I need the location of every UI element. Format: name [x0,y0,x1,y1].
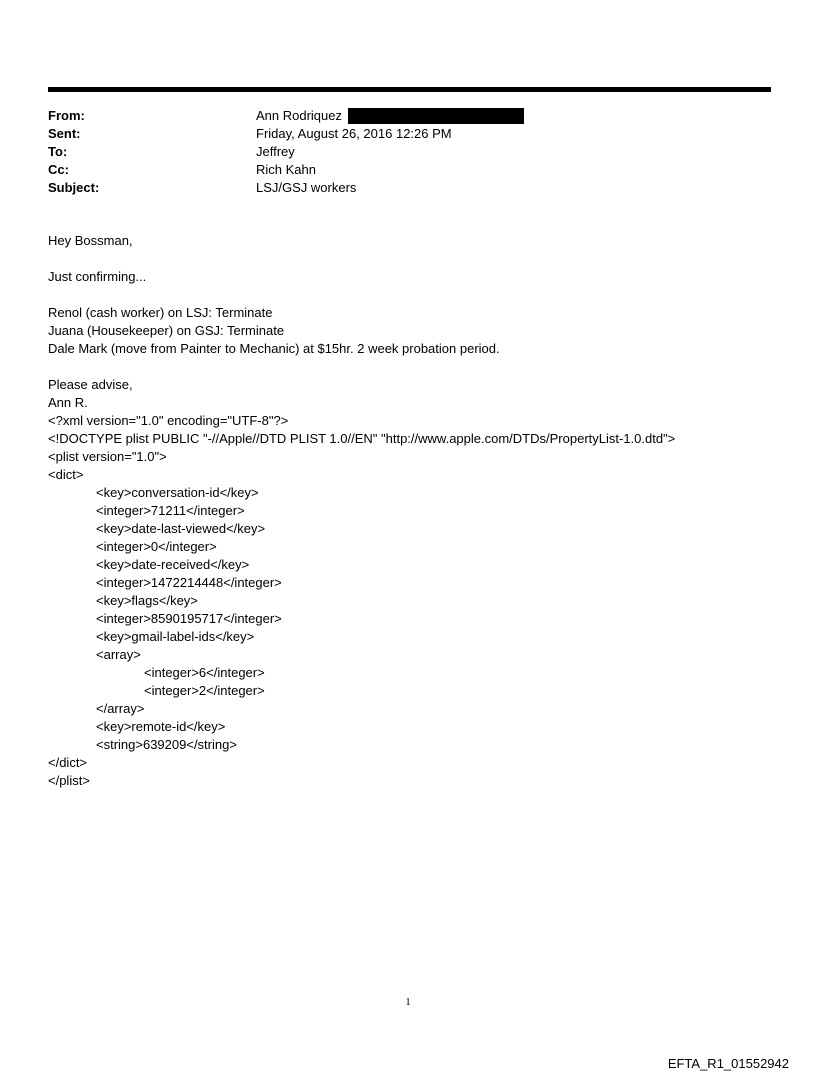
header-rule [48,87,771,92]
from-label: From: [48,108,85,123]
plist-line: <key>conversation-id</key> [96,485,259,500]
plist-line: <!DOCTYPE plist PUBLIC "-//Apple//DTD PLIST 1.0//EN" "http://www.apple.com/DTDs/PropertyList-1.0.dtd"> [48,431,676,446]
subject-row [48,179,748,197]
list-item: Dale Mark (move from Painter to Mechanic) at $15hr. 2 week probation period. [48,341,500,356]
plist-line: <integer>1472214448</integer> [96,575,282,590]
plist-line: </dict> [48,755,88,770]
email-body [48,232,788,790]
list-item: Renol (cash worker) on LSJ: Terminate [48,305,273,320]
greeting: Hey Bossman, [48,233,133,248]
plist-line: <key>gmail-label-ids</key> [96,629,255,644]
to-label: To: [48,144,68,159]
plist-line: <key>remote-id</key> [96,719,226,734]
plist-line: <integer>2</integer> [144,683,265,698]
plist-line: <integer>71211</integer> [96,503,245,518]
plist-line: <array> [96,647,141,662]
to-row [48,143,748,161]
document-id: EFTA_R1_01552942 [667,1056,789,1071]
plist-line: </plist> [48,773,90,788]
plist-line: <key>date-received</key> [96,557,250,572]
intro-line: Just confirming... [48,269,147,284]
plist-line: <string>639209</string> [96,737,237,752]
cc-label: Cc: [48,162,69,177]
sent-value: Friday, August 26, 2016 12:26 PM [256,126,452,141]
plist-block [48,412,788,790]
sent-label: Sent: [48,126,81,141]
signature: Ann R. [48,395,88,410]
sent-row [48,125,748,143]
plist-line: <key>date-last-viewed</key> [96,521,266,536]
plist-line: <plist version="1.0"> [48,449,167,464]
plist-line: <?xml version="1.0" encoding="UTF-8"?> [48,413,289,428]
email-headers [48,107,748,197]
closing: Please advise, [48,377,133,392]
to-value: Jeffrey [256,144,295,159]
list-item: Juana (Housekeeper) on GSJ: Terminate [48,323,285,338]
redaction-bar [348,108,524,124]
subject-value: LSJ/GSJ workers [256,180,357,195]
page-number: 1 [405,996,411,1008]
from-row [48,107,748,125]
plist-line: </array> [96,701,145,716]
plist-line: <integer>6</integer> [144,665,265,680]
plist-line: <integer>8590195717</integer> [96,611,282,626]
plist-line: <key>flags</key> [96,593,198,608]
subject-label: Subject: [48,180,100,195]
plist-line: <integer>0</integer> [96,539,217,554]
cc-value: Rich Kahn [256,162,316,177]
cc-row [48,161,748,179]
from-value: Ann Rodriquez [256,108,342,123]
plist-line: <dict> [48,467,84,482]
